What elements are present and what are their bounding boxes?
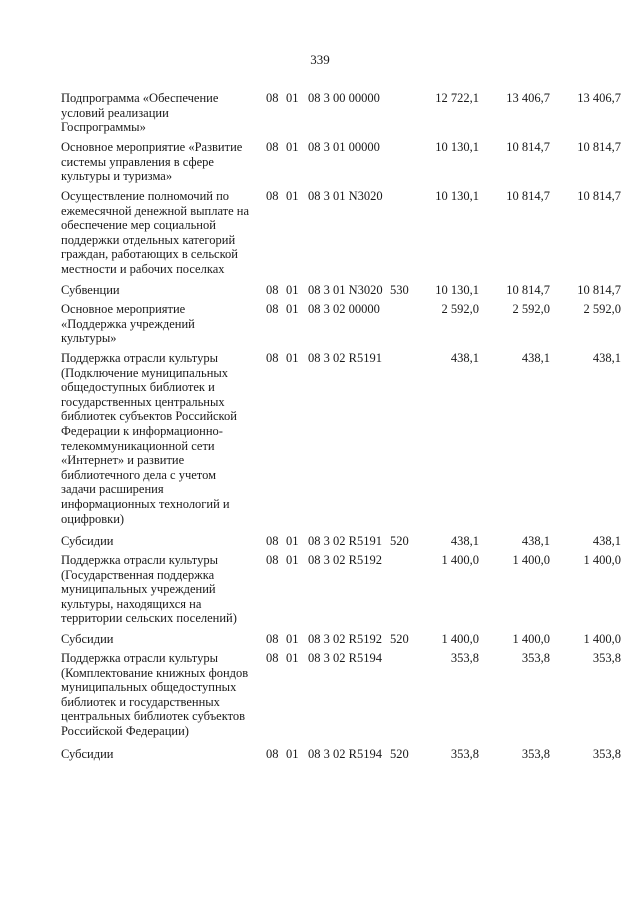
row-pr-code: 01 — [286, 632, 299, 646]
row-vr-code: 520 — [390, 632, 409, 646]
page-number: 339 — [310, 52, 330, 67]
row-rz-code: 08 — [266, 283, 279, 297]
row-amount-3: 1 400,0 — [583, 553, 621, 567]
row-amount-2: 438,1 — [521, 351, 550, 365]
row-csr-code: 08 3 02 R5194 — [308, 651, 382, 665]
row-amount-2: 353,8 — [521, 747, 550, 761]
row-amount-2: 13 406,7 — [506, 91, 550, 105]
row-name: Субсидии — [61, 632, 114, 646]
row-rz-code: 08 — [266, 553, 279, 567]
row-amount-1: 2 592,0 — [441, 302, 479, 316]
row-pr-code: 01 — [286, 189, 299, 203]
row-vr-code: 520 — [390, 747, 409, 761]
row-amount-1: 353,8 — [450, 747, 479, 761]
row-amount-3: 353,8 — [592, 747, 621, 761]
row-amount-3: 10 814,7 — [577, 283, 621, 297]
row-pr-code: 01 — [286, 553, 299, 567]
row-rz-code: 08 — [266, 302, 279, 316]
row-amount-3: 10 814,7 — [577, 140, 621, 154]
row-pr-code: 01 — [286, 91, 299, 105]
row-amount-1: 10 130,1 — [435, 140, 479, 154]
row-rz-code: 08 — [266, 651, 279, 665]
row-name: Субсидии — [61, 747, 114, 761]
row-rz-code: 08 — [266, 189, 279, 203]
row-amount-2: 1 400,0 — [512, 553, 550, 567]
row-csr-code: 08 3 01 N3020 — [308, 189, 383, 203]
row-pr-code: 01 — [286, 534, 299, 548]
row-amount-1: 10 130,1 — [435, 283, 479, 297]
row-name: Поддержка отрасли культуры (Подключение муниципальных общедоступных библиотек и государственных центральных библиотек субъектов Российской Федерации к информационно- телекоммуникационной сети «Интернет» и развитие библиотечного дела с учетом задачи расширения информационных технологий и оцифровки) — [61, 351, 237, 526]
row-csr-code: 08 3 02 00000 — [308, 302, 380, 316]
row-amount-3: 10 814,7 — [577, 189, 621, 203]
row-amount-1: 10 130,1 — [435, 189, 479, 203]
row-amount-2: 353,8 — [521, 651, 550, 665]
row-name: Основное мероприятие «Поддержка учреждений культуры» — [61, 302, 195, 346]
row-vr-code: 520 — [390, 534, 409, 548]
row-csr-code: 08 3 00 00000 — [308, 91, 380, 105]
row-rz-code: 08 — [266, 747, 279, 761]
row-amount-1: 1 400,0 — [441, 632, 479, 646]
row-csr-code: 08 3 02 R5192 — [308, 553, 382, 567]
row-amount-1: 12 722,1 — [435, 91, 479, 105]
row-amount-2: 10 814,7 — [506, 283, 550, 297]
row-amount-1: 1 400,0 — [441, 553, 479, 567]
row-pr-code: 01 — [286, 351, 299, 365]
row-amount-2: 1 400,0 — [512, 632, 550, 646]
row-pr-code: 01 — [286, 283, 299, 297]
row-amount-2: 438,1 — [521, 534, 550, 548]
row-csr-code: 08 3 02 R5192 — [308, 632, 382, 646]
row-rz-code: 08 — [266, 140, 279, 154]
row-name: Подпрограмма «Обеспечение условий реализации Госпрограммы» — [61, 91, 219, 135]
row-amount-1: 438,1 — [450, 351, 479, 365]
row-csr-code: 08 3 01 00000 — [308, 140, 380, 154]
row-amount-3: 438,1 — [592, 534, 621, 548]
row-csr-code: 08 3 02 R5194 — [308, 747, 382, 761]
row-pr-code: 01 — [286, 747, 299, 761]
row-name: Поддержка отрасли культуры (Государственная поддержка муниципальных учреждений культуры, находящихся на территории сельских поселений) — [61, 553, 237, 626]
row-csr-code: 08 3 02 R5191 — [308, 351, 382, 365]
row-name: Осуществление полномочий по ежемесячной денежной выплате на обеспечение мер социальной поддержки отдельных категорий граждан, работающих в сельской местности и рабочих поселках — [61, 189, 250, 276]
row-amount-3: 1 400,0 — [583, 632, 621, 646]
row-csr-code: 08 3 02 R5191 — [308, 534, 382, 548]
row-name: Поддержка отрасли культуры (Комплектование книжных фондов муниципальных общедоступных библиотек и государственных центральных библиотек субъектов Российской Федерации) — [61, 651, 249, 738]
row-amount-2: 10 814,7 — [506, 189, 550, 203]
row-amount-1: 353,8 — [450, 651, 479, 665]
row-pr-code: 01 — [286, 651, 299, 665]
row-amount-3: 2 592,0 — [583, 302, 621, 316]
row-rz-code: 08 — [266, 91, 279, 105]
row-amount-1: 438,1 — [450, 534, 479, 548]
row-rz-code: 08 — [266, 632, 279, 646]
row-name: Субсидии — [61, 534, 114, 548]
row-amount-2: 10 814,7 — [506, 140, 550, 154]
row-csr-code: 08 3 01 N3020 — [308, 283, 383, 297]
row-amount-3: 13 406,7 — [577, 91, 621, 105]
row-vr-code: 530 — [390, 283, 409, 297]
row-rz-code: 08 — [266, 534, 279, 548]
row-amount-3: 353,8 — [592, 651, 621, 665]
row-name: Основное мероприятие «Развитие системы управления в сфере культуры и туризма» — [61, 140, 243, 184]
row-rz-code: 08 — [266, 351, 279, 365]
row-amount-3: 438,1 — [592, 351, 621, 365]
row-pr-code: 01 — [286, 302, 299, 316]
row-name: Субвенции — [61, 283, 120, 297]
row-pr-code: 01 — [286, 140, 299, 154]
row-amount-2: 2 592,0 — [512, 302, 550, 316]
